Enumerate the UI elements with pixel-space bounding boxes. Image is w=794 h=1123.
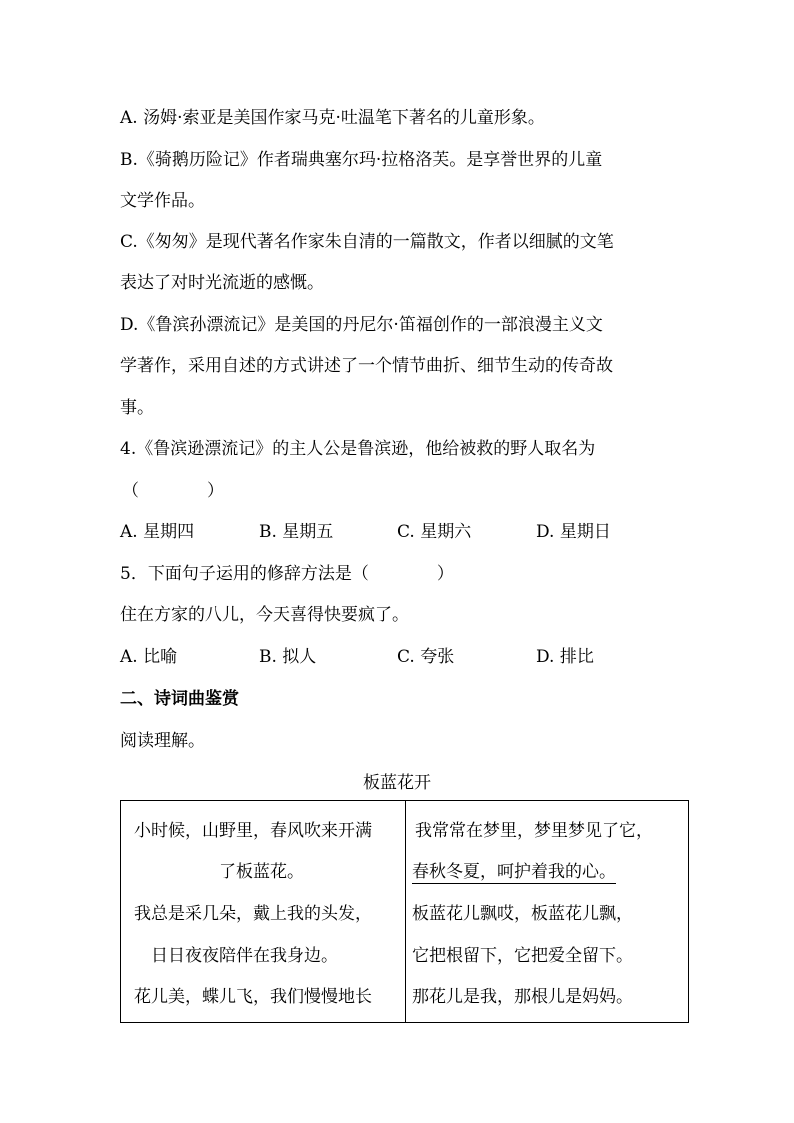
option-a-q3: A. 汤姆·索亚是美国作家马克·吐温笔下著名的儿童形象。: [120, 108, 545, 128]
option-d-q3-line1: D.《鲁滨孙漂流记》是美国的丹尼尔·笛福创作的一部浪漫主义文: [120, 315, 603, 335]
poem-title: 板蓝花开: [363, 773, 431, 793]
q5-option-b: B. 拟人: [259, 647, 317, 667]
option-b-q3-line1: B.《骑鹅历险记》作者瑞典塞尔玛·拉格洛芙。是享誉世界的儿童: [120, 150, 603, 170]
poem-left-line-5: 花儿美，蝶儿飞，我们慢慢地长: [134, 987, 372, 1007]
question-4-blank: （ ）: [122, 481, 224, 501]
poem-left-line-4: 日日夜夜陪伴在我身边。: [151, 946, 338, 966]
section-heading: 二、诗词曲鉴赏: [120, 689, 239, 709]
question-5-stem: 5．下面句子运用的修辞方法是（ ）: [120, 564, 454, 584]
poem-left-line-2: 了板蓝花。: [219, 862, 304, 882]
section-instruction: 阅读理解。: [120, 731, 205, 751]
question-4-stem: 4.《鲁滨逊漂流记》的主人公是鲁滨逊，他给被救的野人取名为: [120, 439, 596, 459]
q4-option-c: C. 星期六: [397, 522, 472, 542]
poem-right-line-5: 那花儿是我，那根儿是妈妈。: [412, 987, 633, 1007]
q4-option-b: B. 星期五: [259, 522, 334, 542]
q5-option-c: C. 夸张: [397, 647, 455, 667]
q5-option-d: D. 排比: [536, 647, 594, 667]
q4-option-a: A. 星期四: [120, 522, 195, 542]
q4-option-d: D. 星期日: [536, 522, 611, 542]
poem-left-line-1: 小时候，山野里，春风吹来开满: [134, 821, 372, 841]
option-d-q3-line3: 事。: [120, 398, 154, 418]
poem-right-line-4: 它把根留下，它把爱全留下。: [412, 946, 633, 966]
column-divider: [405, 801, 406, 1022]
poem-right-line-1: 我常常在梦里，梦里梦见了它，: [415, 821, 653, 841]
poem-table: [120, 800, 689, 1023]
poem-left-line-3: 我总是采几朵，戴上我的头发，: [134, 904, 372, 924]
option-c-q3-line2: 表达了对时光流逝的感慨。: [120, 273, 324, 293]
option-d-q3-line2: 学著作，采用自述的方式讲述了一个情节曲折、细节生动的传奇故: [120, 356, 613, 376]
option-b-q3-line2: 文学作品。: [120, 191, 205, 211]
q5-option-a: A. 比喻: [120, 647, 178, 667]
poem-right-line-2: [412, 860, 616, 884]
question-5-sentence: 住在方家的八儿，今天喜得快要疯了。: [120, 605, 409, 625]
poem-right-line-3: 板蓝花儿飘哎，板蓝花儿飘，: [412, 904, 633, 924]
underlined-line: 春秋冬夏，呵护着我的心。: [412, 862, 616, 882]
option-c-q3-line1: C.《匆匆》是现代著名作家朱自清的一篇散文，作者以细腻的文笔: [120, 232, 614, 252]
